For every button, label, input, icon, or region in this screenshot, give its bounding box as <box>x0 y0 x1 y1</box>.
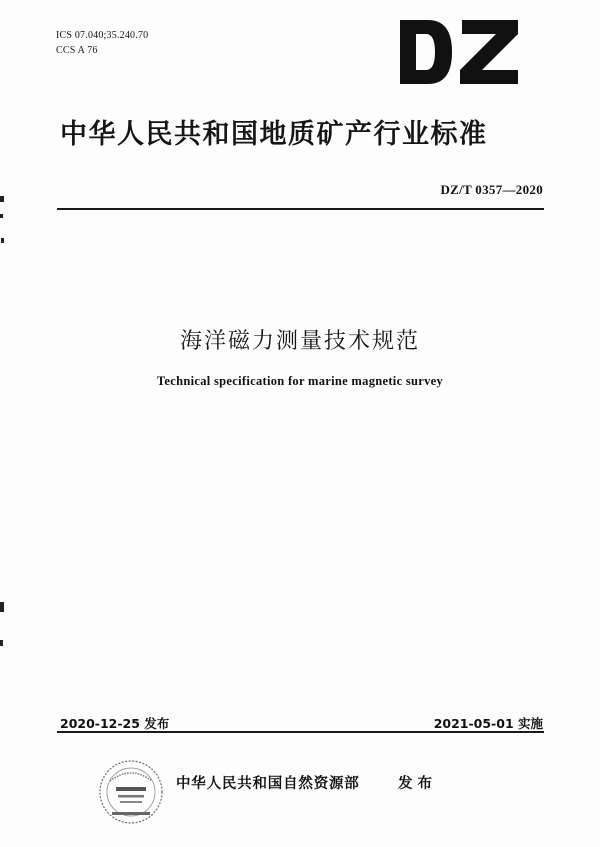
scan-speck <box>0 602 4 612</box>
industry-standard-title: 中华人民共和国地质矿产行业标准 <box>60 119 488 150</box>
scan-speck <box>0 214 3 218</box>
document-title-chinese: 海洋磁力测量技术规范 <box>179 329 420 354</box>
ics-code: ICS 07.040;35.240.70 <box>56 30 149 41</box>
publish-label: 发布 <box>398 776 437 792</box>
library-stamp-icon <box>96 757 166 827</box>
top-divider <box>57 208 544 210</box>
scan-speck <box>0 640 3 646</box>
issue-date: 2020-12-25 发布 <box>60 716 170 731</box>
bottom-divider <box>57 731 544 733</box>
dz-logo <box>398 18 520 86</box>
standard-number: DZ/T 0357—2020 <box>440 182 543 197</box>
scan-speck <box>0 196 4 202</box>
ccs-code: CCS A 76 <box>56 45 98 56</box>
scan-speck <box>1 238 4 243</box>
effective-date: 2021-05-01 实施 <box>433 716 543 731</box>
publisher-name: 中华人民共和国自然资源部 <box>176 776 360 792</box>
document-title-english: Technical specification for marine magnetic survey <box>156 374 444 388</box>
classification-codes <box>56 28 148 58</box>
